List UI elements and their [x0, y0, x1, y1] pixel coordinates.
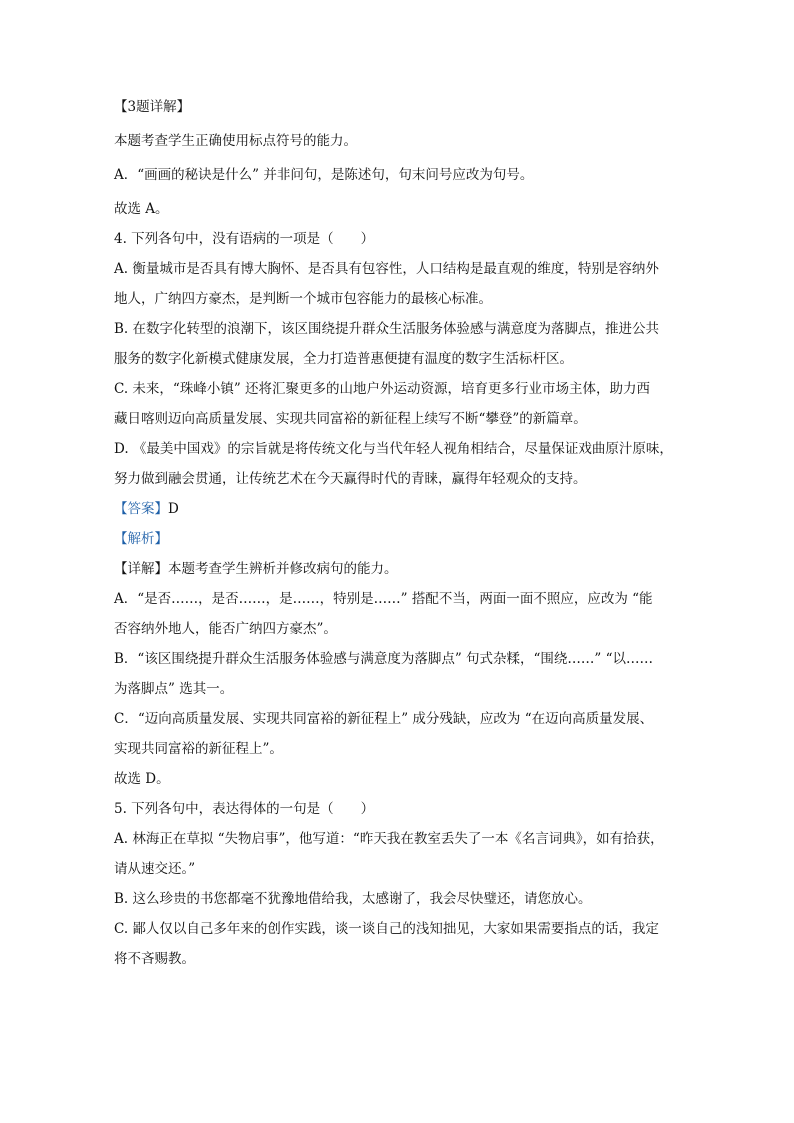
- q4-explanation-c-line: 实现共同富裕的新征程上”。: [114, 741, 283, 757]
- q3-line3: 故选 A。: [114, 201, 169, 217]
- q4-option-b-line: B. 在数字化转型的浪潮下，该区围绕提升群众生活服务体验感与满意度为落脚点，推进公共: [114, 321, 660, 337]
- q5-option-c-line: C. 鄙人仅以自己多年来的创作实践，谈一谈自己的浅知拙见，大家如果需要指点的话，我定: [114, 921, 659, 937]
- q4-analysis-tag: [114, 528, 684, 550]
- q4-option-d-line: D. 《最美中国戏》的宗旨就是将传统文化与当代年轻人视角相结合，尽量保证戏曲原汁原味，: [114, 441, 673, 457]
- q3-heading: 【3题详解】: [114, 99, 191, 115]
- analysis-tag: 【解析】: [114, 531, 168, 547]
- q5-option-a: [114, 828, 684, 880]
- q4-option-b: [114, 318, 684, 370]
- q4-conclusion: 故选 D。: [114, 771, 170, 787]
- q5-stem: 5. 下列各句中，表达得体的一句是（ ）: [114, 801, 375, 817]
- answer-value: D: [168, 501, 179, 517]
- q5-option-c-line: 将不吝赐教。: [114, 951, 195, 967]
- q4-option-a-line: A. 衡量城市是否具有博大胸怀、是否具有包容性，人口结构是最直观的维度，特别是容纳外: [114, 261, 659, 277]
- document-page: [114, 96, 684, 970]
- q5-option-c: [114, 918, 684, 970]
- q4-option-c-line: C. 未来，“珠峰小镇” 还将汇聚更多的山地户外运动资源，培育更多行业市场主体，助力西: [114, 381, 651, 397]
- q4-explanation-a-line: A．“是否……，是否……，是……，特别是……” 搭配不当，两面一面不照应，应改为 “能: [114, 591, 653, 607]
- q4-explanation-c-line: C．“迈向高质量发展、实现共同富裕的新征程上” 成分残缺，应改为 “在迈向高质量发展、: [114, 711, 654, 727]
- q3-line2: A．“画画的秘诀是什么” 并非问句，是陈述句，句末问号应改为句号。: [114, 167, 534, 183]
- q4-detail: [114, 558, 684, 580]
- q4-explanation-b-line: 为落脚点” 选其一。: [114, 681, 234, 697]
- q4-option-a-line: 地人，广纳四方豪杰，是判断一个城市包容能力的最核心标准。: [114, 291, 492, 307]
- q3-line1: 本题考查学生正确使用标点符号的能力。: [114, 133, 357, 149]
- q4-option-d-line: 努力做到融会贯通，让传统艺术在今天赢得时代的青睐，赢得年轻观众的支持。: [114, 471, 587, 487]
- q4-option-b-line: 服务的数字化新模式健康发展，全力打造普惠便捷有温度的数字生活标杆区。: [114, 351, 573, 367]
- q4-explanation-b-line: B．“该区围绕提升群众生活服务体验感与满意度为落脚点” 句式杂糅，“围绕……” “以……: [114, 651, 654, 667]
- q5-option-b: [114, 888, 684, 910]
- q4-explanation-c: [114, 708, 684, 760]
- detail-tag: 【详解】: [114, 561, 168, 577]
- q4-explanation-b: [114, 648, 684, 700]
- q5-option-b-line: B. 这么珍贵的书您都毫不犹豫地借给我，太感谢了，我会尽快璧还，请您放心。: [114, 891, 592, 907]
- q4-option-c-line: 藏日喀则迈向高质量发展、实现共同富裕的新征程上续写不断“攀登”的新篇章。: [114, 411, 587, 427]
- q4-option-c: [114, 378, 684, 430]
- q5-option-a-line: 请从速交还。”: [114, 861, 196, 877]
- q4-explanation-a: [114, 588, 684, 640]
- q4-option-d: [114, 438, 684, 490]
- q5-option-a-line: A. 林海正在草拟 “失物启事”，他写道：“昨天我在教室丢失了一本《名言词典》，如有拾获，: [114, 831, 664, 847]
- answer-tag: 【答案】: [114, 501, 168, 517]
- q4-answer: [114, 498, 684, 520]
- q4-explanation-a-line: 否容纳外地人，能否广纳四方豪杰”。: [114, 621, 337, 637]
- detail-text: 本题考查学生辨析并修改病句的能力。: [168, 561, 398, 577]
- q4-option-a: [114, 258, 684, 310]
- q4-stem: 4. 下列各句中，没有语病的一项是（ ）: [114, 231, 375, 247]
